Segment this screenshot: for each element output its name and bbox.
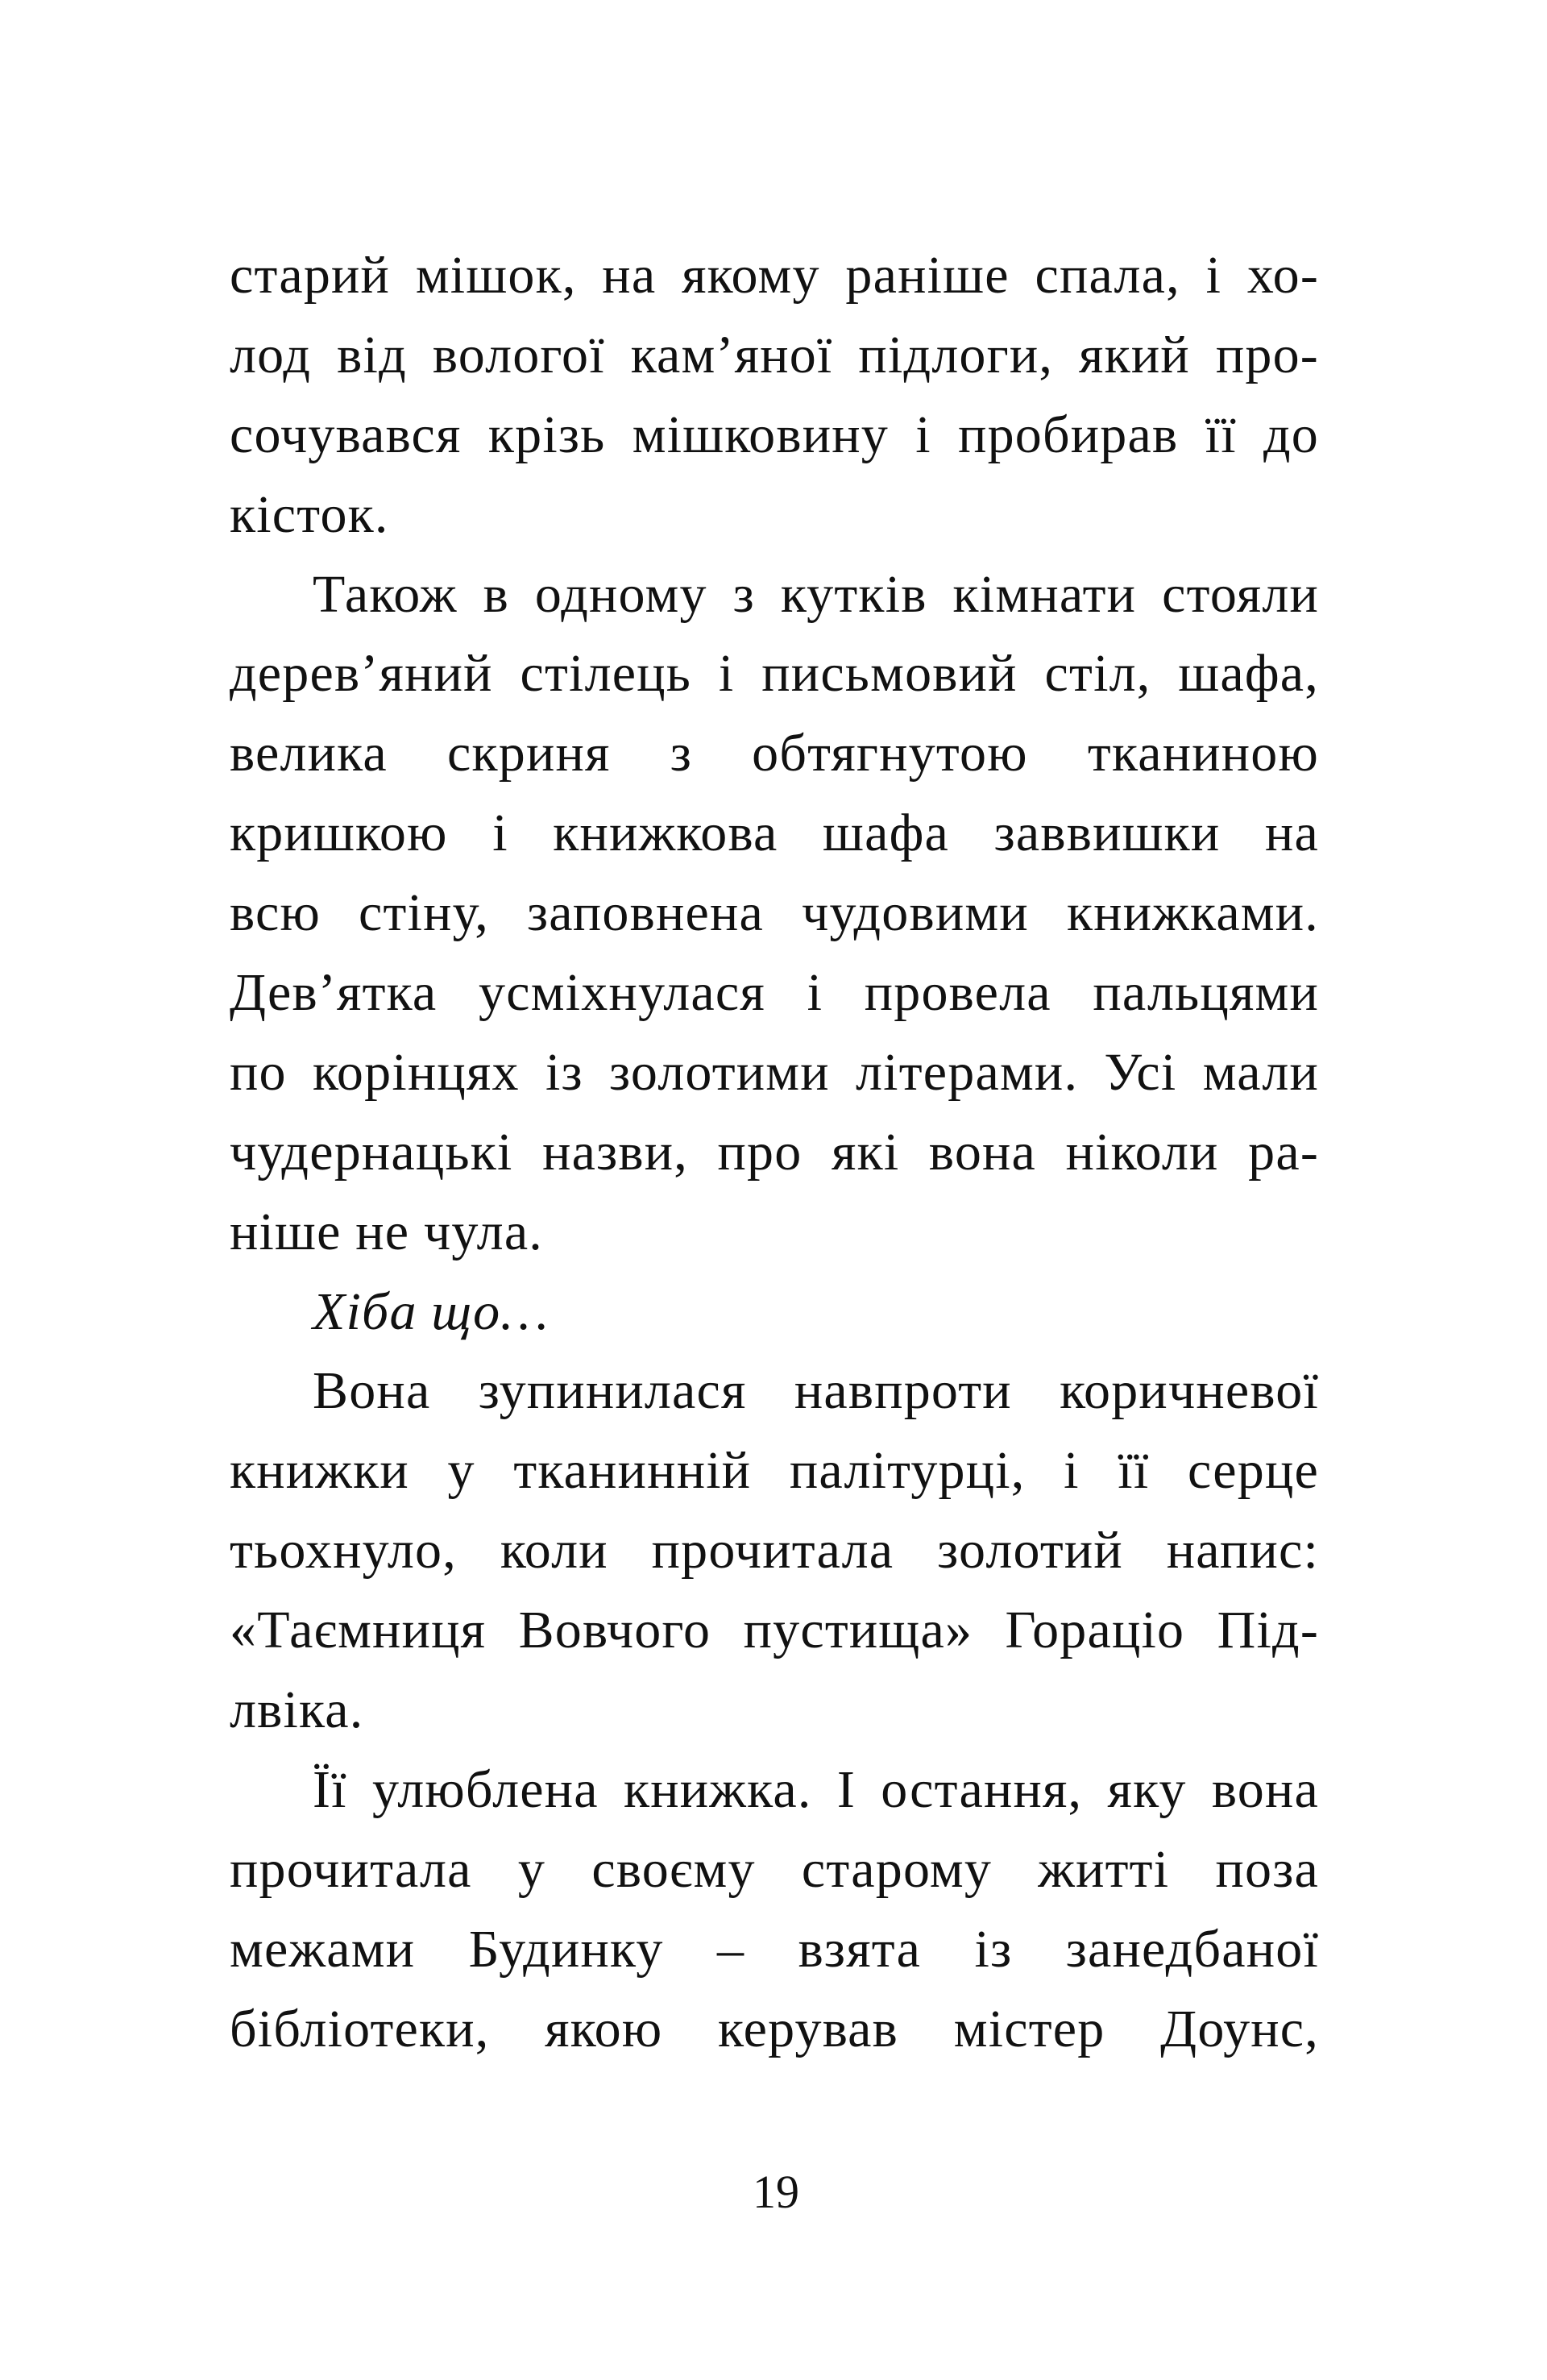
page-number: 19 (753, 2166, 799, 2218)
text-line: велика скриня з обтягнутою тканиною (230, 724, 1319, 783)
text-line: лвіка. (230, 1680, 364, 1740)
text-line: дерев’яний стілець і письмовий стіл, шафа, (230, 644, 1319, 704)
text-line: кришкою і книжкова шафа заввишки на (230, 804, 1319, 863)
text-line: книжки у тканинній палітурці, і її серце (230, 1441, 1319, 1501)
text-line: сочувався крізь мішковину і пробирав її до (230, 405, 1319, 464)
text-line: старий мішок, на якому раніше спала, і хо- (230, 246, 1319, 305)
paragraph-2 (230, 555, 1319, 1273)
text-line: тьохнуло, коли прочитала золотий напис: (230, 1521, 1319, 1580)
text-line: кісток. (230, 484, 389, 544)
text-line: «Таємниця Вовчого пустища» Гораціо Під- (230, 1601, 1319, 1660)
paragraph-3-italic (230, 1273, 1319, 1352)
text-line: межами Будинку – взята із занедбаної (230, 1919, 1319, 1979)
text-line: Дев’ятка усміхнулася і провела пальцями (230, 963, 1319, 1023)
text-line: Вона зупинилася навпроти коричневої (313, 1361, 1319, 1421)
body-text (230, 236, 1319, 2069)
text-line: лод від вологої кам’яної підлоги, який про- (230, 325, 1319, 384)
italic-thought-line: Хіба що… (313, 1281, 550, 1341)
text-line: по корінцях із золотими літерами. Усі мали (230, 1042, 1319, 1102)
text-line: бібліотеки, якою керував містер Доунс, (230, 1999, 1319, 2058)
paragraph-4 (230, 1352, 1319, 1750)
paragraph-1 (230, 236, 1319, 555)
text-line: ніше не чула. (230, 1202, 544, 1261)
paragraph-5 (230, 1751, 1319, 2070)
text-line: чудернацькі назви, про які вона ніколи ра- (230, 1122, 1319, 1182)
text-line: всю стіну, заповнена чудовими книжками. (230, 883, 1319, 943)
text-line: Її улюблена книжка. І остання, яку вона (313, 1759, 1319, 1819)
text-line: Також в одному з кутків кімнати стояли (313, 564, 1319, 624)
text-line: прочитала у своєму старому житті поза (230, 1839, 1319, 1899)
